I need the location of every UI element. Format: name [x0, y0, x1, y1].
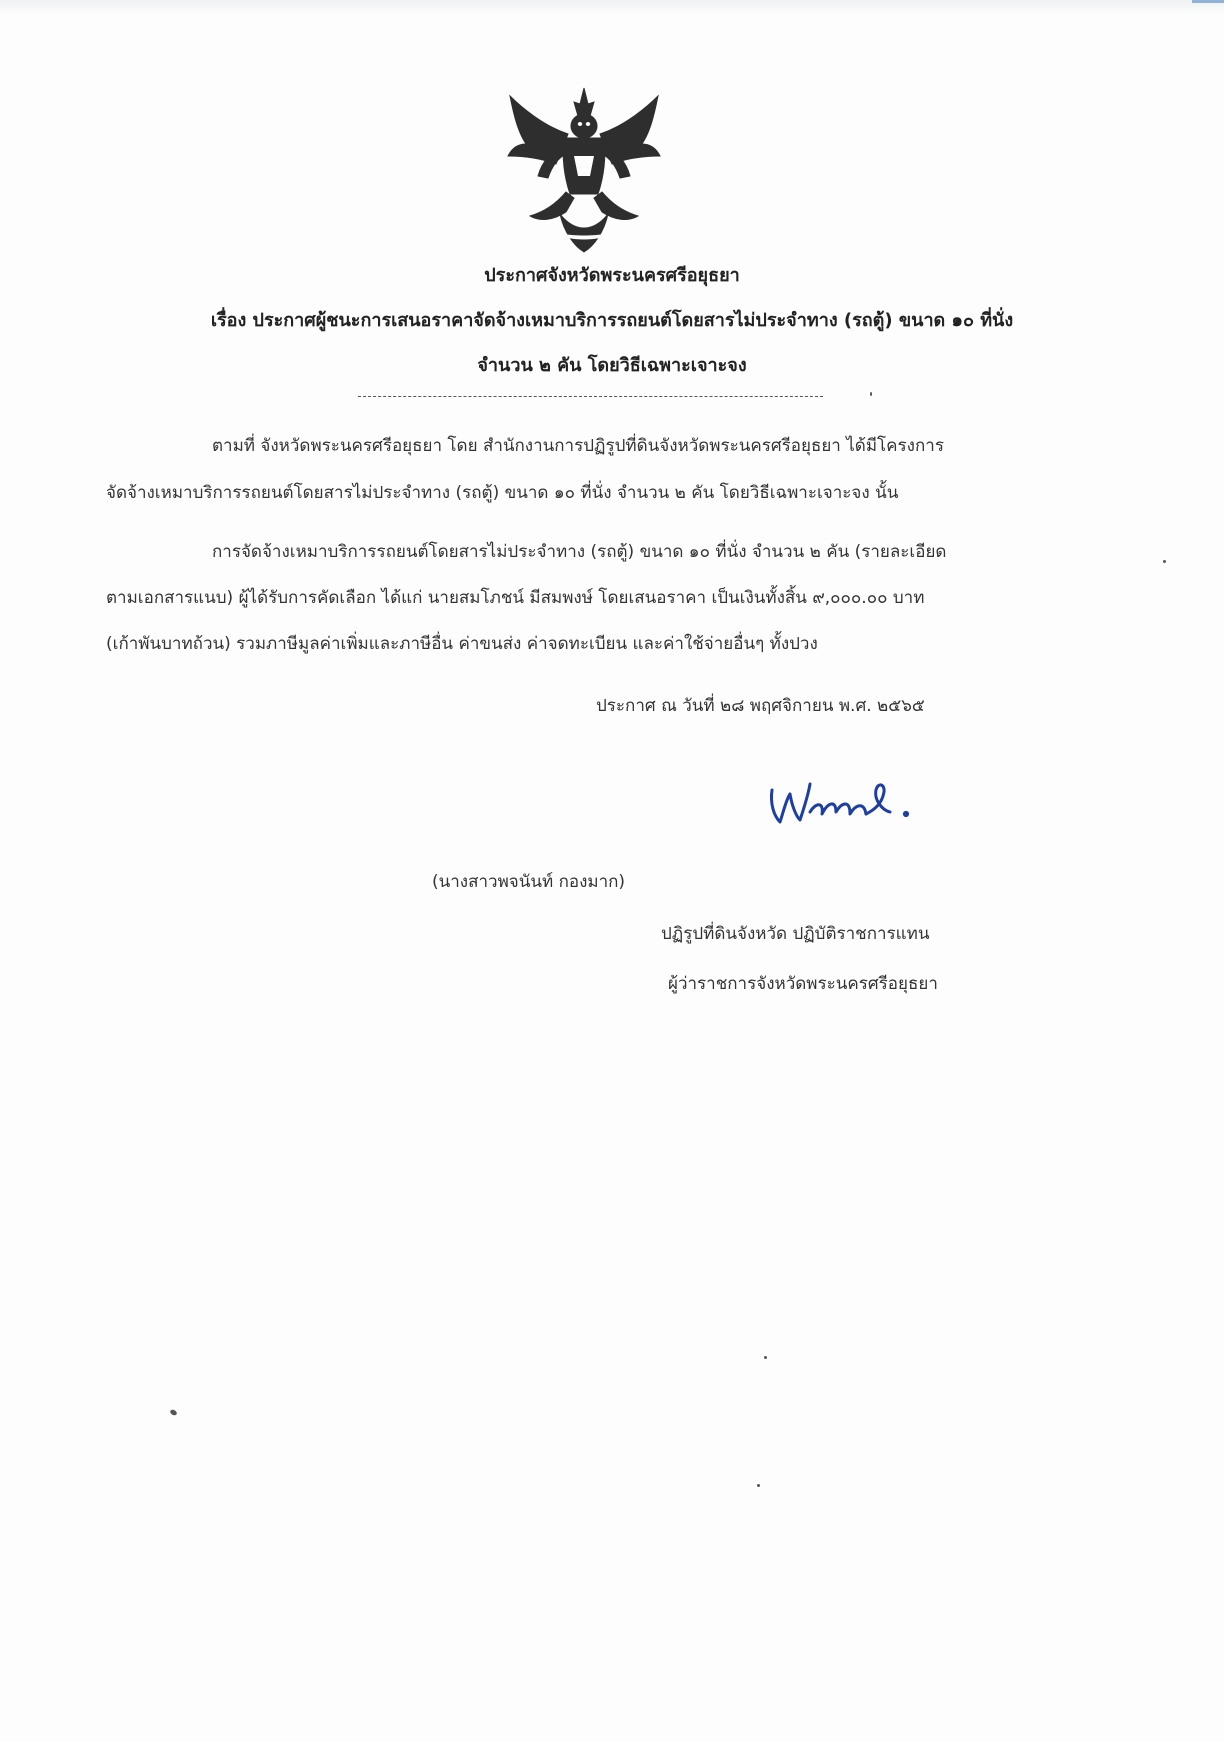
- signatory-name: (นางสาวพจนันท์ กองมาก): [432, 872, 626, 892]
- paragraph-2-line-2: ตามเอกสารแนบ) ผู้ได้รับการคัดเลือก ได้แก่ นายสมโภชน์ มีสมพงษ์ โดยเสนอราคา เป็นเงินทั้งสิ้น ๙,๐๐๐.๐๐ บาท: [106, 588, 925, 608]
- paragraph-1-line-2: จัดจ้างเหมาบริการรถยนต์โดยสารไม่ประจำทาง (รถตู้) ขนาด ๑๐ ที่นั่ง จำนวน ๒ คัน โดยวิธีเฉพาะเจาะจง นั้น: [106, 483, 899, 503]
- signatory-position-line-2: ผู้ว่าราชการจังหวัดพระนครศรีอยุธยา: [668, 974, 938, 994]
- scan-speck: [757, 1484, 760, 1487]
- garuda-emblem: [504, 86, 664, 256]
- scan-speck: [169, 1409, 178, 1417]
- paragraph-2-line-1: การจัดจ้างเหมาบริการรถยนต์โดยสารไม่ประจำทาง (รถตู้) ขนาด ๑๐ ที่นั่ง จำนวน ๒ คัน (รายละเอียด: [212, 542, 947, 562]
- scan-shade: [0, 0, 1224, 14]
- title-divider: [358, 396, 823, 397]
- signatory-position-line-1: ปฏิรูปที่ดินจังหวัด ปฏิบัติราชการแทน: [661, 924, 930, 944]
- subject-line-1: เรื่อง ประกาศผู้ชนะการเสนอราคาจัดจ้างเหมาบริการรถยนต์โดยสารไม่ประจำทาง (รถตู้) ขนาด ๑๐ ที่นั่ง: [210, 310, 1014, 331]
- announcement-date: ประกาศ ณ วันที่ ๒๘ พฤศจิกายน พ.ศ. ๒๕๖๕: [596, 696, 925, 716]
- scan-speck: [870, 392, 872, 396]
- paragraph-1-line-1: ตามที่ จังหวัดพระนครศรีอยุธยา โดย สำนักงานการปฏิรูปที่ดินจังหวัดพระนครศรีอยุธยา ได้มีโครงการ: [212, 436, 944, 456]
- announcement-title: ประกาศจังหวัดพระนครศรีอยุธยา: [484, 265, 740, 286]
- scan-speck: [764, 1356, 767, 1359]
- handwritten-signature: [758, 770, 938, 830]
- subject-line-2: จำนวน ๒ คัน โดยวิธีเฉพาะเจาะจง: [477, 355, 747, 376]
- paragraph-2-line-3: (เก้าพันบาทถ้วน) รวมภาษีมูลค่าเพิ่มและภาษีอื่น ค่าขนส่ง ค่าจดทะเบียน และค่าใช้จ่ายอื่นๆ ทั้งปวง: [106, 634, 818, 654]
- scan-corner-mark: [1192, 0, 1224, 3]
- scan-speck: [1163, 560, 1166, 563]
